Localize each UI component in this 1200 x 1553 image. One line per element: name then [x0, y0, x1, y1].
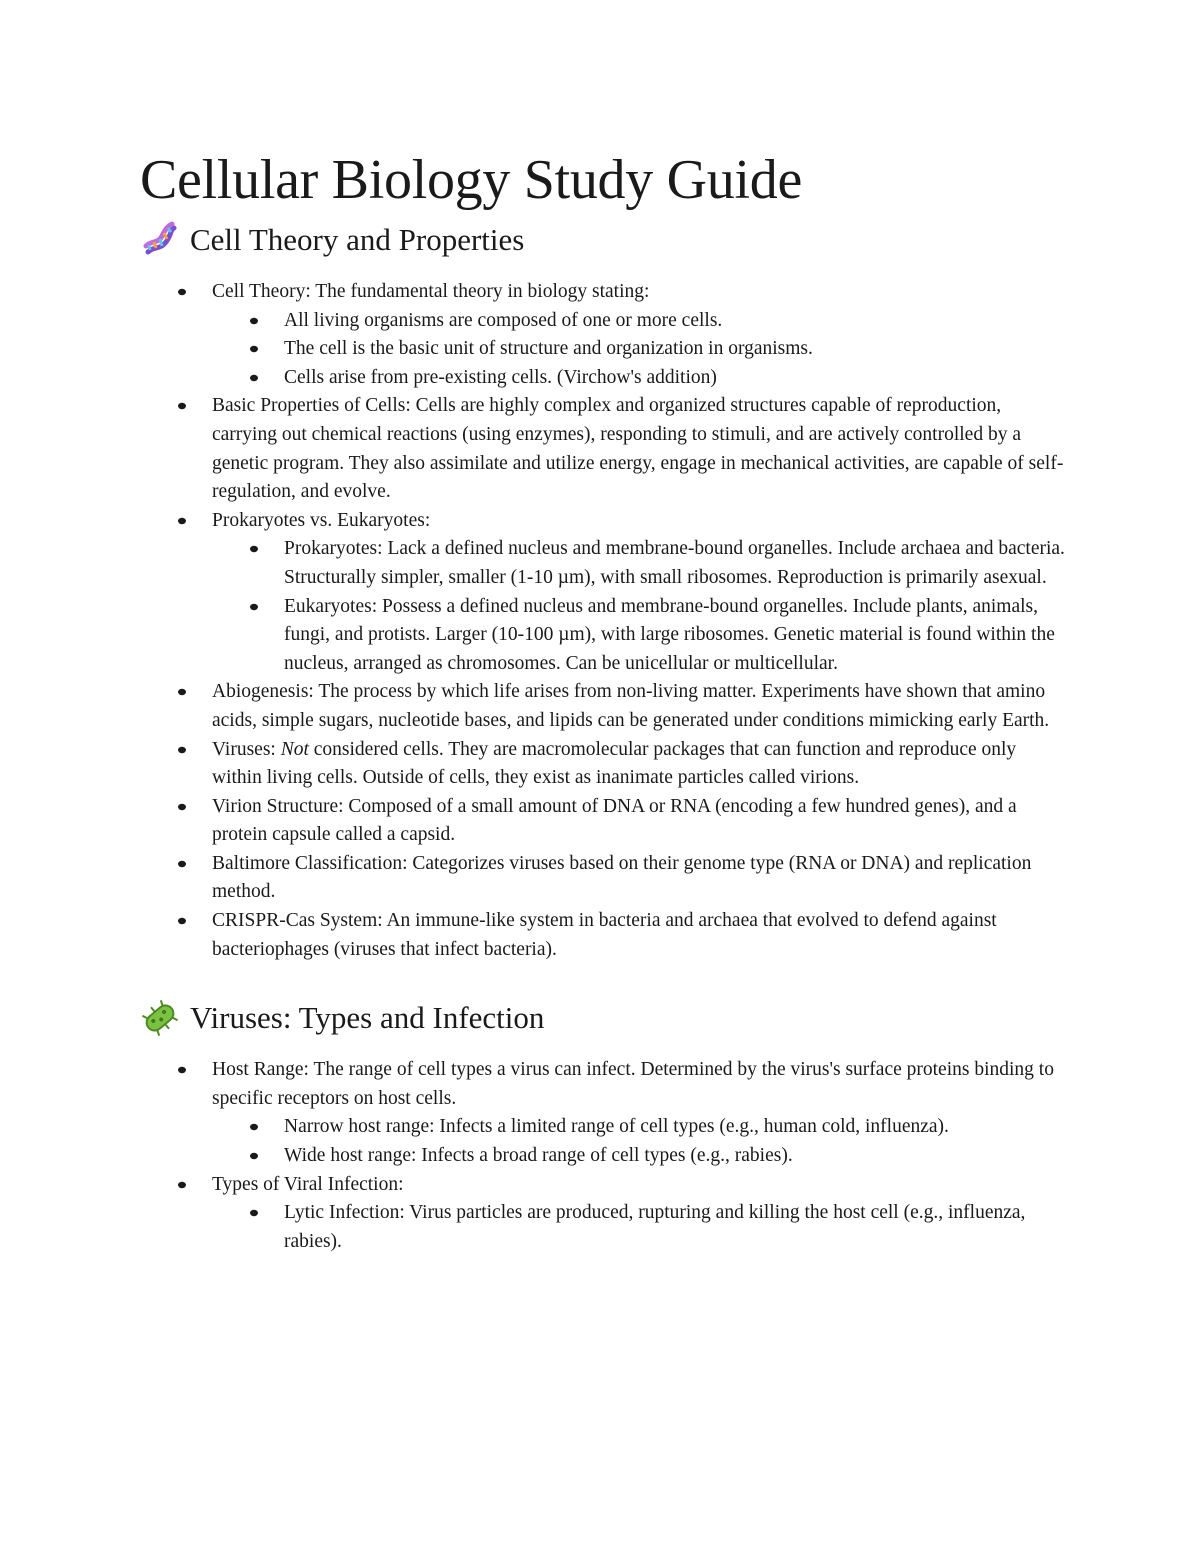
list-item — [140, 1171, 1070, 1257]
sub-list-item — [212, 364, 1070, 393]
sub-list-item — [212, 535, 1070, 592]
bullet-icon — [250, 346, 258, 352]
bullet-icon — [178, 689, 186, 695]
sub-list — [212, 1199, 1070, 1256]
bullet-icon — [250, 1210, 258, 1216]
bullet-icon — [250, 603, 258, 609]
sub-list-item-text: Eukaryotes: Possess a defined nucleus and membrane-bound organelles. Include plants, animals, fungi, and protists. Larger (10-100 µm), with large ribosomes. Genetic material is found within the nucleus, arranged as chromosomes. Can be unicellular or multicellular. — [284, 595, 1055, 674]
sub-list-item — [212, 593, 1070, 679]
sub-list-item — [212, 335, 1070, 364]
list-item-text: Host Range: The range of cell types a virus can infect. Determined by the virus's surface proteins binding to specific receptors on host cells. — [212, 1059, 1054, 1109]
list-item — [140, 1056, 1070, 1170]
list-item-text — [212, 736, 1070, 793]
sub-list-item-text: Wide host range: Infects a broad range of cell types (e.g., rabies). — [284, 1145, 793, 1167]
document-page — [140, 140, 1070, 1256]
sub-list-item-text: The cell is the basic unit of structure and organization in organisms. — [284, 338, 813, 360]
bullet-icon — [178, 1181, 186, 1187]
microbe-icon — [140, 998, 180, 1038]
bullet-icon — [178, 289, 186, 295]
section-heading-text: Viruses: Types and Infection — [190, 1000, 545, 1036]
list-item — [140, 392, 1070, 506]
viruses-list — [140, 1056, 1070, 1256]
sub-list — [212, 307, 1070, 393]
sub-list-item-text: Cells arise from pre-existing cells. (Virchow's addition) — [284, 366, 717, 388]
dna-icon — [140, 220, 180, 260]
list-item — [140, 507, 1070, 679]
bullet-icon — [250, 317, 258, 323]
list-item-text: Virion Structure: Composed of a small amount of DNA or RNA (encoding a few hundred genes), and a protein capsule called a capsid. — [212, 795, 1017, 846]
bullet-icon — [178, 518, 186, 524]
section-heading-viruses — [140, 998, 1070, 1038]
bullet-icon — [250, 1153, 258, 1159]
bullet-icon — [178, 746, 186, 752]
list-item-text: Prokaryotes vs. Eukaryotes: — [212, 509, 431, 531]
sub-list-item-text: Narrow host range: Infects a limited range of cell types (e.g., human cold, influenza). — [284, 1116, 949, 1138]
list-item-prefix: Viruses: — [212, 738, 281, 760]
bullet-icon — [250, 375, 258, 381]
sub-list-item — [212, 1113, 1070, 1142]
sub-list-item-text: Prokaryotes: Lack a defined nucleus and membrane-bound organelles. Include archaea and bacteria. Structurally simpler, smaller (1-10 µm), with small ribosomes. Reproduction is primarily asexual. — [284, 538, 1065, 588]
document-title: Cellular Biology Study Guide — [140, 149, 803, 211]
bullet-icon — [250, 1124, 258, 1130]
list-item-text: Cell Theory: The fundamental theory in biology stating: — [212, 281, 650, 302]
bullet-icon — [178, 918, 186, 924]
sub-list-item — [212, 307, 1070, 336]
sub-list — [212, 1113, 1070, 1170]
list-item-text: Baltimore Classification: Categorizes viruses based on their genome type (RNA or DNA) and replication method. — [212, 852, 1032, 903]
bullet-icon — [178, 403, 186, 409]
bullet-icon — [250, 546, 258, 552]
list-item — [140, 907, 1070, 964]
cell-theory-list — [140, 278, 1070, 964]
list-item — [140, 736, 1070, 793]
list-item-suffix: considered cells. They are macromolecular packages that can function and reproduce only within living cells. Outside of cells, they exist as inanimate particles called virions. — [212, 738, 1017, 789]
list-item-text: Abiogenesis: The process by which life arises from non-living matter. Experiments have shown that amino acids, simple sugars, nucleotide bases, and lipids can be generated under conditions mimicking early Earth. — [212, 681, 1050, 731]
bullet-icon — [178, 1067, 186, 1073]
list-item — [140, 850, 1070, 907]
list-item-text: Types of Viral Infection: — [212, 1173, 404, 1195]
section-heading-text: Cell Theory and Properties — [190, 222, 525, 257]
sub-list-item — [212, 1142, 1070, 1171]
bullet-icon — [178, 861, 186, 867]
section-heading-cell-theory — [140, 220, 1070, 260]
sub-list-item-text: All living organisms are composed of one or more cells. — [284, 309, 723, 331]
list-item-text: Basic Properties of Cells: Cells are highly complex and organized structures capable of reproduction, carrying out chemical reactions (using enzymes), responding to stimuli, and are actively controlled by a genetic program. They also assimilate and utilize energy, engage in mechanical activities, are capable of self-regulation, and evolve. — [212, 395, 1064, 503]
list-item-emphasis: Not — [280, 738, 309, 760]
list-item — [140, 278, 1070, 392]
sub-list-item-text: Lytic Infection: Virus particles are produced, rupturing and killing the host cell (e.g., influenza, rabies). — [284, 1202, 1026, 1252]
sub-list — [212, 535, 1070, 678]
bullet-icon — [178, 803, 186, 809]
list-item — [140, 793, 1070, 850]
list-item — [140, 678, 1070, 735]
sub-list-item — [212, 1199, 1070, 1256]
list-item-text: CRISPR-Cas System: An immune-like system in bacteria and archaea that evolved to defend against bacteriophages (viruses that infect bacteria). — [212, 910, 997, 960]
